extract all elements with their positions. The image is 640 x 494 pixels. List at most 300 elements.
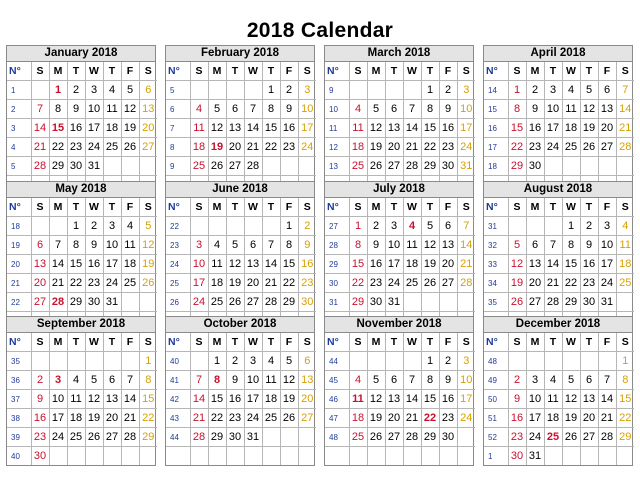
day-cell: 28 — [544, 293, 562, 312]
day-cell: 31 — [85, 157, 103, 176]
day-cell: 24 — [298, 138, 316, 157]
day-cell: 23 — [439, 138, 457, 157]
day-cell: 11 — [562, 100, 580, 119]
day-cell: 2 — [67, 81, 85, 100]
week-row — [325, 119, 475, 138]
day-cell: 26 — [121, 138, 139, 157]
weekday-label: F — [121, 62, 139, 81]
day-cell — [598, 352, 616, 371]
weekday-label: M — [367, 62, 385, 81]
weekday-label: S — [616, 198, 634, 217]
day-cell: 29 — [508, 157, 526, 176]
week-row — [484, 236, 634, 255]
day-cell — [262, 447, 280, 466]
day-cell: 2 — [367, 217, 385, 236]
day-cell — [508, 352, 526, 371]
day-cell: 3 — [526, 371, 544, 390]
day-cell: 30 — [439, 428, 457, 447]
day-cell: 13 — [439, 236, 457, 255]
week-number: 11 — [325, 119, 349, 138]
weekday-label: F — [439, 198, 457, 217]
day-cell — [457, 293, 475, 312]
month-title: November 2018 — [325, 317, 473, 333]
day-cell: 7 — [616, 81, 634, 100]
month-grid — [484, 62, 634, 194]
day-cell: 28 — [616, 138, 634, 157]
day-cell: 29 — [49, 157, 67, 176]
day-cell: 26 — [367, 157, 385, 176]
day-cell: 30 — [367, 293, 385, 312]
day-cell: 30 — [526, 157, 544, 176]
day-cell: 14 — [403, 119, 421, 138]
day-cell: 15 — [49, 119, 67, 138]
day-cell — [544, 447, 562, 466]
day-cell: 15 — [562, 255, 580, 274]
day-cell: 6 — [226, 100, 244, 119]
day-cell: 21 — [598, 409, 616, 428]
day-cell: 4 — [562, 81, 580, 100]
day-cell: 7 — [403, 100, 421, 119]
day-cell: 27 — [580, 428, 598, 447]
day-cell — [190, 447, 208, 466]
day-cell: 25 — [349, 157, 367, 176]
month-july — [324, 181, 474, 331]
day-cell: 10 — [526, 390, 544, 409]
weekday-header-row — [166, 198, 316, 217]
day-cell: 29 — [421, 428, 439, 447]
day-cell: 29 — [139, 428, 157, 447]
weekday-label: T — [226, 198, 244, 217]
week-number: 5 — [166, 81, 190, 100]
week-row — [325, 371, 475, 390]
day-cell: 9 — [367, 236, 385, 255]
day-cell: 20 — [244, 274, 262, 293]
day-cell — [544, 157, 562, 176]
week-row — [7, 138, 157, 157]
week-number: 1 — [484, 447, 508, 466]
day-cell — [103, 447, 121, 466]
day-cell: 12 — [367, 119, 385, 138]
day-cell: 12 — [421, 236, 439, 255]
day-cell: 27 — [226, 157, 244, 176]
month-june — [165, 181, 315, 331]
weekday-label: T — [580, 62, 598, 81]
day-cell — [49, 352, 67, 371]
day-cell: 23 — [439, 409, 457, 428]
day-cell: 3 — [457, 352, 475, 371]
day-cell — [598, 157, 616, 176]
day-cell: 31 — [103, 293, 121, 312]
day-cell: 24 — [598, 274, 616, 293]
day-cell: 23 — [526, 138, 544, 157]
day-cell: 9 — [508, 390, 526, 409]
day-cell: 21 — [403, 409, 421, 428]
day-cell: 11 — [403, 236, 421, 255]
week-number: 9 — [325, 81, 349, 100]
day-cell — [580, 447, 598, 466]
week-number-header: N° — [7, 62, 31, 81]
weekday-label: F — [280, 198, 298, 217]
day-cell: 15 — [280, 255, 298, 274]
week-row — [7, 255, 157, 274]
day-cell — [457, 447, 475, 466]
day-cell: 30 — [508, 447, 526, 466]
day-cell: 25 — [121, 274, 139, 293]
day-cell: 8 — [421, 100, 439, 119]
day-cell: 17 — [457, 390, 475, 409]
week-number: 6 — [166, 100, 190, 119]
week-number — [325, 447, 349, 466]
month-title: September 2018 — [7, 317, 155, 333]
weekday-label: F — [280, 62, 298, 81]
month-grid — [166, 333, 316, 465]
day-cell: 15 — [421, 119, 439, 138]
day-cell: 22 — [421, 138, 439, 157]
day-cell: 14 — [457, 236, 475, 255]
day-cell: 4 — [616, 217, 634, 236]
day-cell: 12 — [508, 255, 526, 274]
weekday-label: T — [421, 62, 439, 81]
weekday-label: W — [85, 333, 103, 352]
day-cell: 16 — [226, 390, 244, 409]
day-cell: 1 — [208, 352, 226, 371]
week-number: 20 — [7, 255, 31, 274]
weekday-label: S — [31, 333, 49, 352]
day-cell: 19 — [421, 255, 439, 274]
weekday-header-row — [484, 62, 634, 81]
day-cell: 17 — [385, 255, 403, 274]
day-cell: 30 — [439, 157, 457, 176]
day-cell: 19 — [208, 138, 226, 157]
weekday-label: W — [562, 333, 580, 352]
day-cell: 25 — [67, 428, 85, 447]
day-cell: 27 — [139, 138, 157, 157]
day-cell — [190, 81, 208, 100]
day-cell: 8 — [262, 100, 280, 119]
day-cell: 21 — [244, 138, 262, 157]
day-cell: 28 — [244, 157, 262, 176]
day-cell: 26 — [421, 274, 439, 293]
week-number: 15 — [484, 100, 508, 119]
day-cell: 14 — [544, 255, 562, 274]
day-cell: 6 — [598, 81, 616, 100]
day-cell: 27 — [385, 157, 403, 176]
weekday-header-row — [325, 62, 475, 81]
day-cell — [226, 217, 244, 236]
day-cell: 20 — [139, 119, 157, 138]
month-title: March 2018 — [325, 46, 473, 62]
week-row — [166, 81, 316, 100]
day-cell: 25 — [349, 428, 367, 447]
weekday-header-row — [484, 333, 634, 352]
day-cell — [103, 157, 121, 176]
day-cell: 16 — [298, 255, 316, 274]
week-row — [7, 371, 157, 390]
day-cell: 1 — [49, 81, 67, 100]
day-cell: 11 — [208, 255, 226, 274]
day-cell — [367, 447, 385, 466]
day-cell: 18 — [544, 409, 562, 428]
weekday-label: T — [262, 198, 280, 217]
day-cell: 20 — [598, 119, 616, 138]
weekday-label: T — [544, 198, 562, 217]
day-cell: 8 — [67, 236, 85, 255]
week-number: 40 — [166, 352, 190, 371]
month-december — [483, 316, 633, 466]
week-number: 28 — [325, 236, 349, 255]
day-cell: 18 — [562, 119, 580, 138]
week-number: 36 — [7, 371, 31, 390]
day-cell: 4 — [544, 371, 562, 390]
day-cell — [121, 447, 139, 466]
day-cell: 18 — [403, 255, 421, 274]
week-number: 18 — [7, 217, 31, 236]
day-cell: 29 — [280, 293, 298, 312]
day-cell: 22 — [508, 138, 526, 157]
day-cell: 17 — [49, 409, 67, 428]
day-cell: 24 — [544, 138, 562, 157]
day-cell: 13 — [244, 255, 262, 274]
day-cell: 10 — [457, 100, 475, 119]
month-grid — [325, 333, 475, 465]
week-number: 24 — [166, 255, 190, 274]
week-number: 37 — [7, 390, 31, 409]
week-row — [166, 390, 316, 409]
week-row — [325, 293, 475, 312]
day-cell — [385, 352, 403, 371]
week-number: 45 — [325, 371, 349, 390]
month-november — [324, 316, 474, 466]
weekday-label: F — [439, 62, 457, 81]
week-row — [484, 81, 634, 100]
page-title: 2018 Calendar — [246, 19, 394, 42]
week-number: 19 — [7, 236, 31, 255]
day-cell: 14 — [403, 390, 421, 409]
week-row — [7, 119, 157, 138]
day-cell: 4 — [403, 217, 421, 236]
day-cell: 5 — [508, 236, 526, 255]
day-cell: 23 — [298, 274, 316, 293]
day-cell: 24 — [49, 428, 67, 447]
day-cell: 20 — [439, 255, 457, 274]
weekday-label: S — [31, 198, 49, 217]
week-row — [484, 371, 634, 390]
day-cell: 14 — [190, 390, 208, 409]
day-cell: 1 — [139, 352, 157, 371]
day-cell: 25 — [190, 157, 208, 176]
day-cell: 16 — [439, 390, 457, 409]
weekday-label: T — [385, 198, 403, 217]
week-row — [325, 390, 475, 409]
day-cell: 10 — [598, 236, 616, 255]
day-cell: 9 — [526, 100, 544, 119]
week-row — [7, 157, 157, 176]
day-cell: 9 — [85, 236, 103, 255]
weekday-label: T — [103, 333, 121, 352]
day-cell — [31, 352, 49, 371]
day-cell: 15 — [262, 119, 280, 138]
day-cell: 27 — [526, 293, 544, 312]
day-cell — [349, 352, 367, 371]
day-cell: 24 — [103, 274, 121, 293]
day-cell: 16 — [67, 119, 85, 138]
day-cell — [403, 293, 421, 312]
day-cell — [526, 217, 544, 236]
month-grid — [7, 62, 157, 194]
week-row — [166, 409, 316, 428]
weekday-label: T — [385, 62, 403, 81]
day-cell: 21 — [190, 409, 208, 428]
week-number: 32 — [484, 236, 508, 255]
week-row — [484, 274, 634, 293]
week-number-header: N° — [166, 333, 190, 352]
day-cell: 2 — [580, 217, 598, 236]
day-cell: 23 — [85, 274, 103, 293]
day-cell — [298, 157, 316, 176]
day-cell: 9 — [580, 236, 598, 255]
day-cell: 1 — [421, 81, 439, 100]
week-row — [325, 352, 475, 371]
weekday-label: T — [421, 333, 439, 352]
day-cell: 28 — [403, 428, 421, 447]
day-cell: 4 — [67, 371, 85, 390]
weekday-label: M — [526, 62, 544, 81]
day-cell: 19 — [508, 274, 526, 293]
day-cell — [562, 352, 580, 371]
day-cell: 12 — [226, 255, 244, 274]
weekday-label: M — [526, 333, 544, 352]
day-cell: 13 — [385, 390, 403, 409]
day-cell: 29 — [421, 157, 439, 176]
week-row — [166, 138, 316, 157]
weekday-label: T — [544, 62, 562, 81]
month-may — [6, 181, 156, 331]
day-cell — [121, 157, 139, 176]
weekday-label: S — [139, 198, 157, 217]
day-cell: 4 — [190, 100, 208, 119]
day-cell: 15 — [139, 390, 157, 409]
week-row — [325, 236, 475, 255]
weekday-label: M — [49, 333, 67, 352]
day-cell: 5 — [280, 352, 298, 371]
day-cell: 18 — [67, 409, 85, 428]
day-cell: 21 — [31, 138, 49, 157]
day-cell: 11 — [103, 100, 121, 119]
weekday-label: S — [31, 62, 49, 81]
day-cell: 5 — [367, 371, 385, 390]
week-number: 13 — [325, 157, 349, 176]
week-row — [484, 100, 634, 119]
week-number-header: N° — [7, 333, 31, 352]
day-cell: 3 — [385, 217, 403, 236]
day-cell: 16 — [280, 119, 298, 138]
day-cell: 10 — [49, 390, 67, 409]
day-cell: 5 — [85, 371, 103, 390]
week-row — [325, 81, 475, 100]
day-cell: 7 — [457, 217, 475, 236]
weekday-label: S — [508, 333, 526, 352]
day-cell: 16 — [367, 255, 385, 274]
day-cell: 27 — [298, 409, 316, 428]
week-number-header: N° — [166, 62, 190, 81]
day-cell: 11 — [67, 390, 85, 409]
day-cell: 2 — [439, 81, 457, 100]
day-cell: 22 — [616, 409, 634, 428]
week-row — [166, 157, 316, 176]
day-cell — [262, 157, 280, 176]
day-cell: 20 — [580, 409, 598, 428]
day-cell: 27 — [31, 293, 49, 312]
day-cell: 13 — [139, 100, 157, 119]
day-cell: 15 — [421, 390, 439, 409]
day-cell: 9 — [439, 371, 457, 390]
month-title: May 2018 — [7, 182, 155, 198]
month-title: June 2018 — [166, 182, 314, 198]
week-number: 16 — [484, 119, 508, 138]
day-cell: 12 — [121, 100, 139, 119]
day-cell: 17 — [298, 119, 316, 138]
day-cell: 8 — [49, 100, 67, 119]
week-number: 35 — [7, 352, 31, 371]
day-cell: 11 — [616, 236, 634, 255]
day-cell: 4 — [103, 81, 121, 100]
day-cell — [616, 447, 634, 466]
day-cell: 17 — [598, 255, 616, 274]
day-cell: 21 — [262, 274, 280, 293]
day-cell: 19 — [85, 409, 103, 428]
weekday-label: T — [226, 62, 244, 81]
weekday-label: S — [298, 198, 316, 217]
day-cell: 2 — [439, 352, 457, 371]
day-cell: 22 — [262, 138, 280, 157]
day-cell — [385, 447, 403, 466]
week-row — [325, 428, 475, 447]
week-row — [7, 352, 157, 371]
day-cell: 14 — [598, 390, 616, 409]
day-cell: 15 — [67, 255, 85, 274]
day-cell: 13 — [298, 371, 316, 390]
day-cell: 8 — [421, 371, 439, 390]
day-cell — [616, 157, 634, 176]
weekday-header-row — [7, 62, 157, 81]
day-cell: 16 — [85, 255, 103, 274]
day-cell: 23 — [226, 409, 244, 428]
day-cell — [208, 447, 226, 466]
day-cell: 5 — [208, 100, 226, 119]
week-number: 39 — [7, 428, 31, 447]
day-cell — [421, 293, 439, 312]
day-cell: 29 — [562, 293, 580, 312]
day-cell — [298, 447, 316, 466]
day-cell: 6 — [244, 236, 262, 255]
day-cell: 17 — [190, 274, 208, 293]
day-cell: 26 — [139, 274, 157, 293]
day-cell: 23 — [31, 428, 49, 447]
day-cell: 7 — [244, 100, 262, 119]
day-cell: 23 — [367, 274, 385, 293]
day-cell — [508, 217, 526, 236]
day-cell: 8 — [349, 236, 367, 255]
day-cell: 11 — [121, 236, 139, 255]
day-cell: 31 — [526, 447, 544, 466]
day-cell: 11 — [262, 371, 280, 390]
month-title: October 2018 — [166, 317, 314, 333]
day-cell: 4 — [208, 236, 226, 255]
day-cell — [121, 293, 139, 312]
week-number-header: N° — [484, 198, 508, 217]
day-cell: 28 — [190, 428, 208, 447]
day-cell: 12 — [367, 390, 385, 409]
